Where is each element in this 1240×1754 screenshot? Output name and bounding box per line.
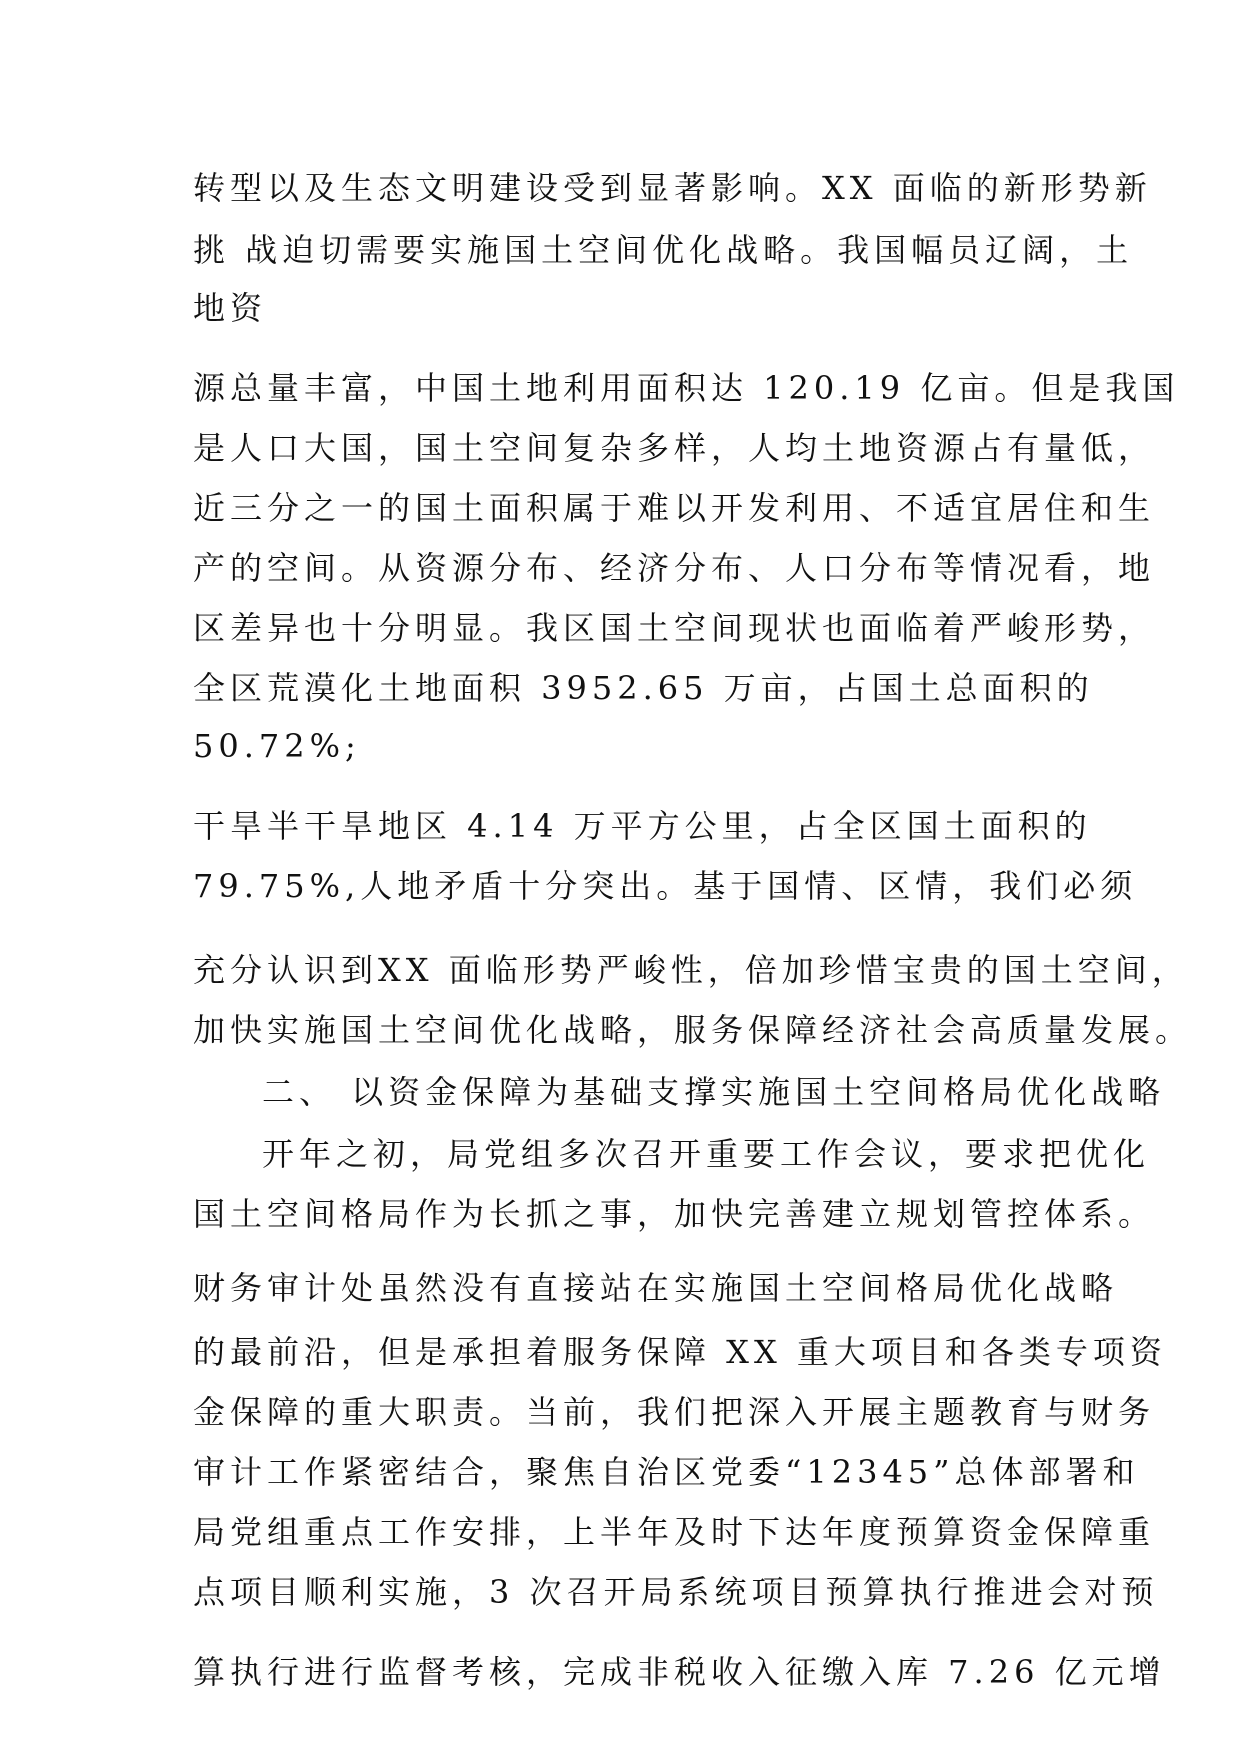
section-heading: 二、 以资金保障为基础支撑实施国土空间格局优化战略 bbox=[262, 1073, 1166, 1111]
paragraph-line: 地资 bbox=[193, 289, 268, 327]
paragraph-line: 国土空间格局作为长抓之事，加快完善建立规划管控体系。 bbox=[193, 1195, 1156, 1233]
paragraph-line: 79.75%,人地矛盾十分突出。基于国情、区情，我们必须 bbox=[193, 867, 1138, 905]
paragraph-line: 产的空间。从资源分布、经济分布、人口分布等情况看，地 bbox=[193, 549, 1156, 587]
paragraph-line: 全区荒漠化土地面积 3952.65 万亩，占国土总面积的 bbox=[193, 669, 1094, 707]
paragraph-line: 点项目顺利实施，3 次召开局系统项目预算执行推进会对预 bbox=[193, 1573, 1159, 1611]
paragraph-line: 挑 战迫切需要实施国土空间优化战略。我国幅员辽阔，土 bbox=[193, 231, 1134, 269]
paragraph-line: 加快实施国土空间优化战略，服务保障经济社会高质量发展。 bbox=[193, 1011, 1193, 1049]
paragraph-line: 局党组重点工作安排，上半年及时下达年度预算资金保障重 bbox=[193, 1513, 1156, 1551]
paragraph-line: 财务审计处虽然没有直接站在实施国土空间格局优化战略 bbox=[193, 1269, 1119, 1307]
paragraph-line: 区差异也十分明显。我区国土空间现状也面临着严峻形势， bbox=[193, 609, 1156, 647]
paragraph-line: 近三分之一的国土面积属于难以开发利用、不适宜居住和生 bbox=[193, 489, 1156, 527]
paragraph-line: 金保障的重大职责。当前，我们把深入开展主题教育与财务 bbox=[193, 1393, 1156, 1431]
paragraph-line: 的最前沿，但是承担着服务保障 XX 重大项目和各类专项资 bbox=[193, 1333, 1167, 1371]
paragraph-line: 干旱半干旱地区 4.14 万平方公里，占全区国土面积的 bbox=[193, 807, 1092, 845]
paragraph-line: 源总量丰富，中国土地利用面积达 120.19 亿亩。但是我国 bbox=[193, 369, 1180, 407]
paragraph-line: 审计工作紧密结合，聚焦自治区党委“12345”总体部署和 bbox=[193, 1453, 1140, 1491]
paragraph-line: 50.72%; bbox=[193, 727, 361, 765]
paragraph-line: 充分认识到XX 面临形势严峻性，倍加珍惜宝贵的国土空间， bbox=[193, 951, 1189, 989]
paragraph-line: 是人口大国，国土空间复杂多样，人均土地资源占有量低， bbox=[193, 429, 1156, 467]
paragraph-line: 算执行进行监督考核，完成非税收入征缴入库 7.26 亿元增 bbox=[193, 1653, 1166, 1691]
paragraph-line: 开年之初，局党组多次召开重要工作会议，要求把优化 bbox=[262, 1135, 1151, 1173]
paragraph-line: 转型以及生态文明建设受到显著影响。XX 面临的新形势新 bbox=[193, 169, 1152, 207]
